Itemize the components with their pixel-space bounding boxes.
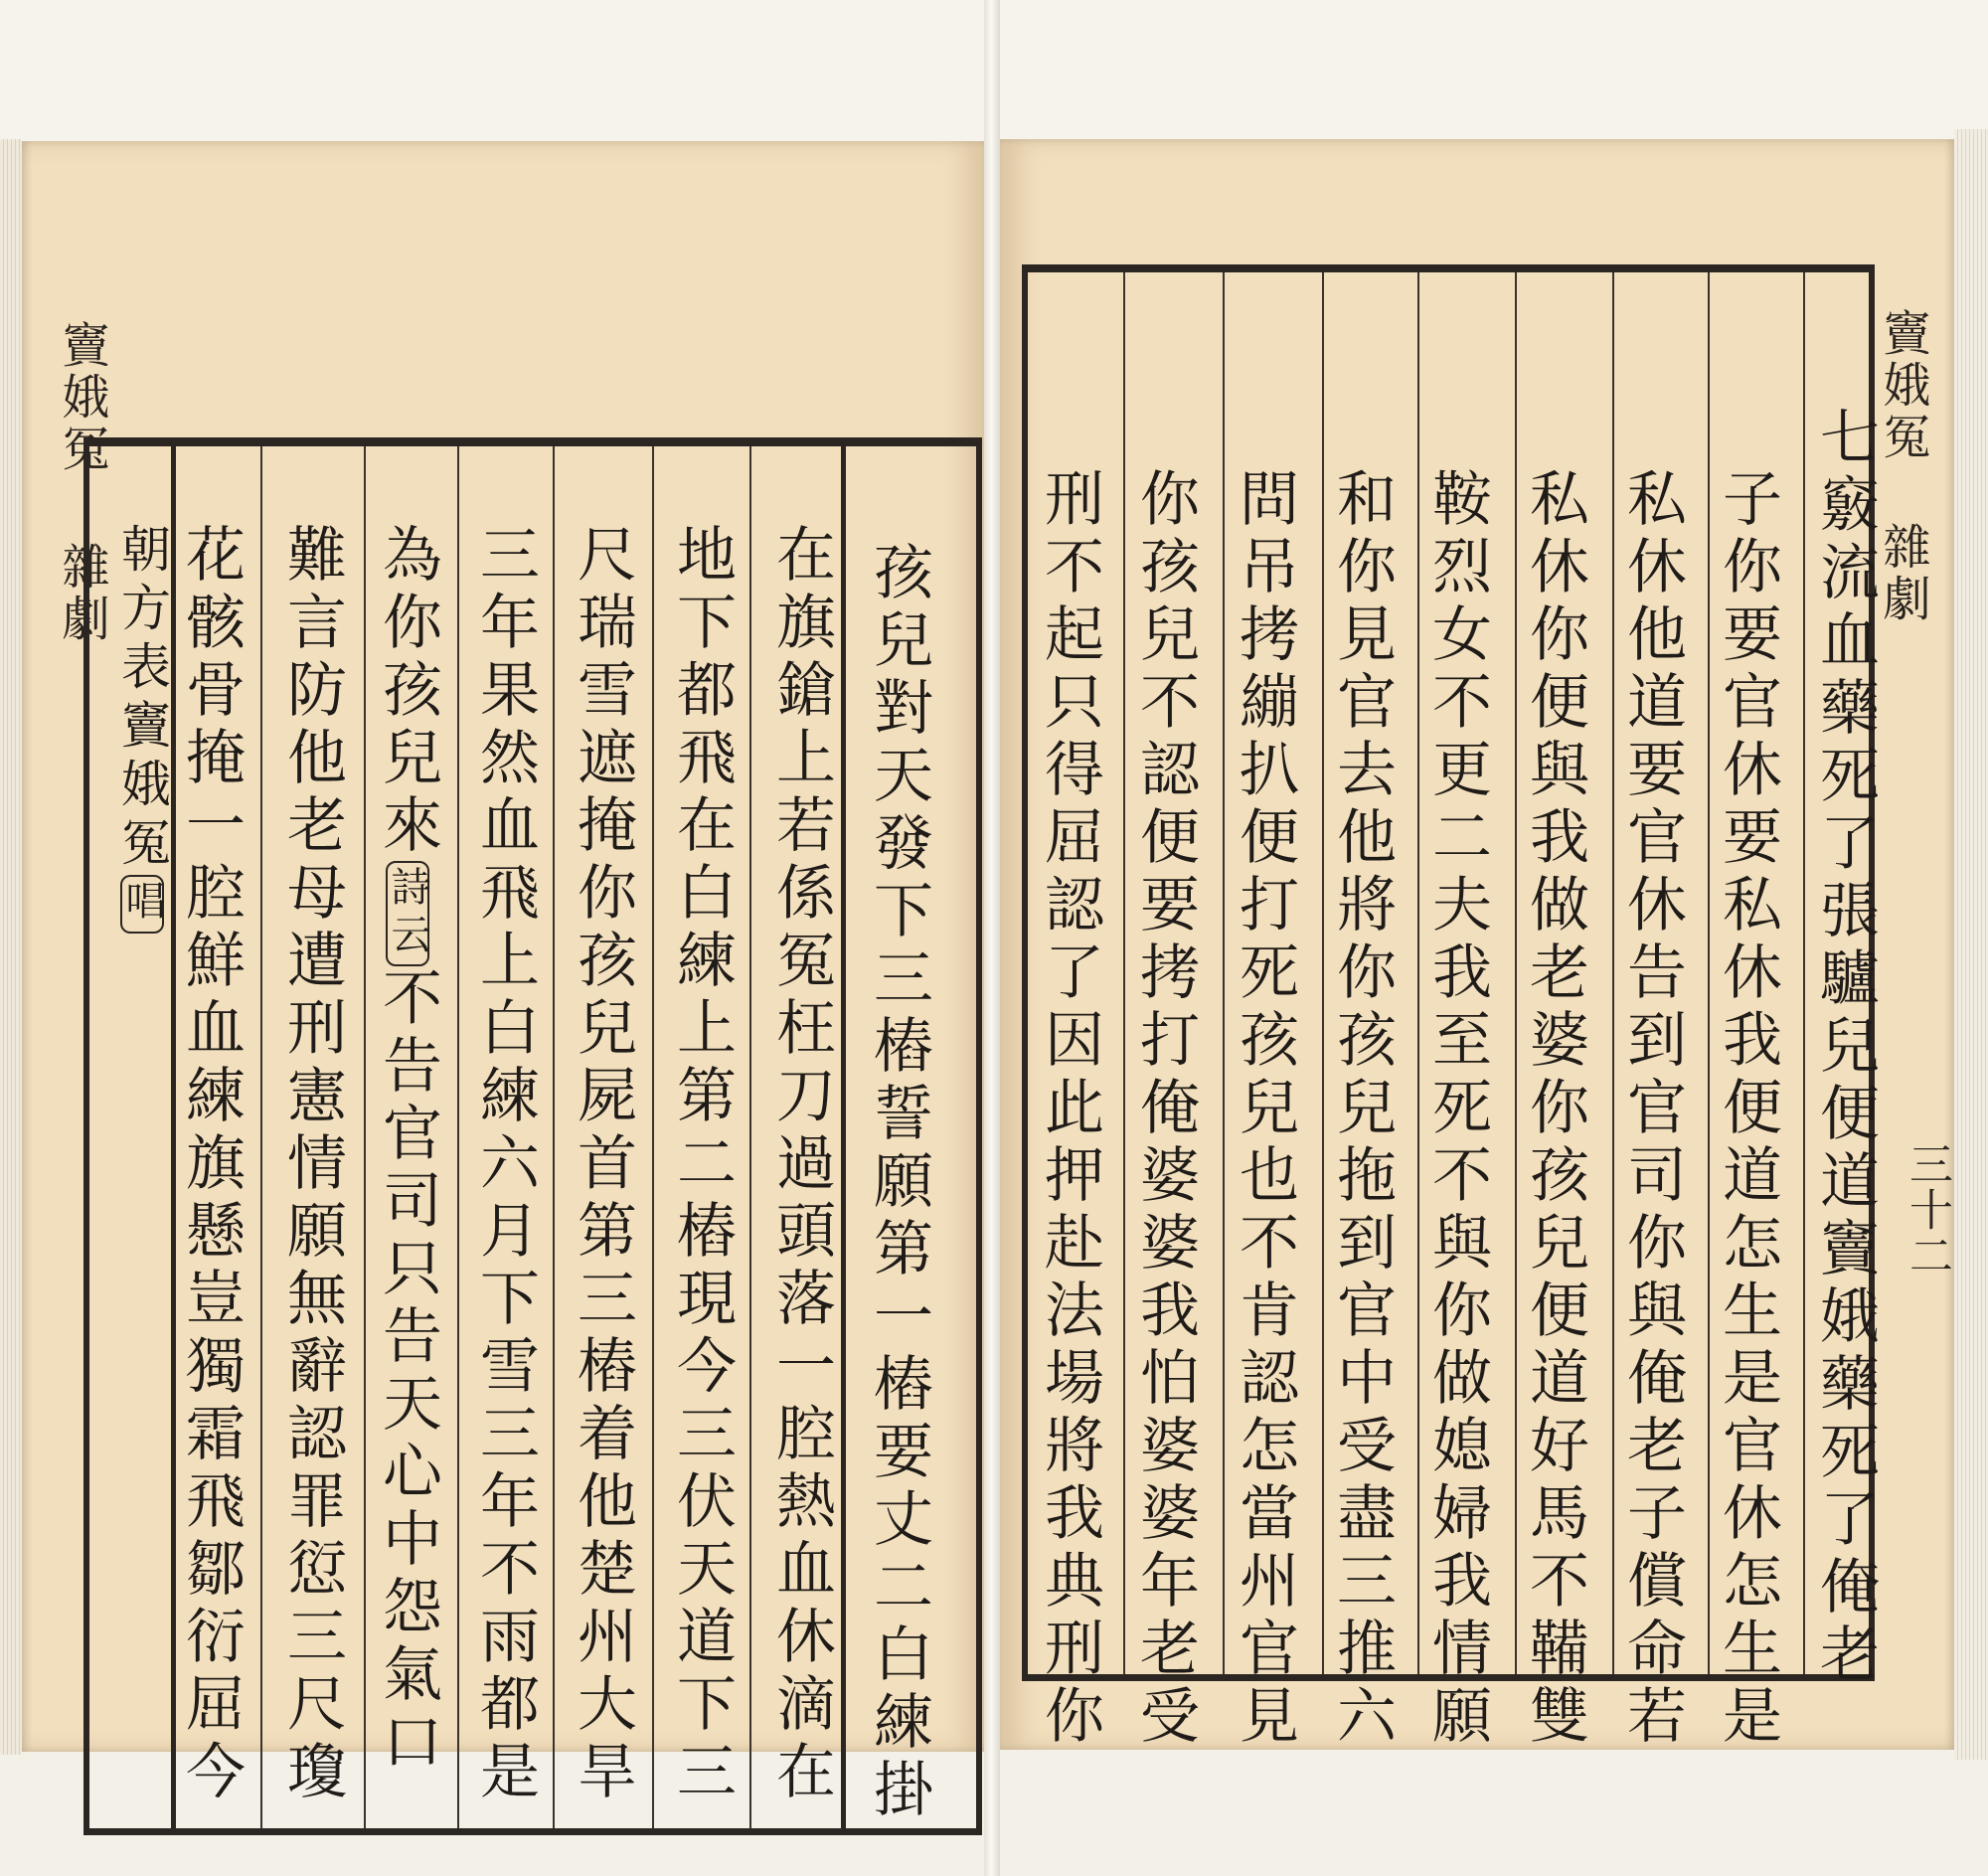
text-column-with-tag xyxy=(373,523,442,1778)
book-gutter xyxy=(984,0,1000,1876)
right-page xyxy=(1000,139,1954,1750)
text-column: 和你見官去他將你孩兒拖到官中受盡三推六 xyxy=(1327,467,1397,1752)
text-column: 地下都飛在白練上第二樁現今三伏天道下三 xyxy=(667,523,737,1807)
left-page xyxy=(22,141,984,1825)
text-column: 刑不起只得屈認了因此押赴法場將我典刑你 xyxy=(1035,467,1104,1752)
column-rule xyxy=(1417,272,1419,1674)
column-rule xyxy=(1708,272,1710,1674)
text-column: 在旗鎗上若係冤枉刀過頭落一腔熱血休滴在 xyxy=(766,523,836,1807)
text-segment: 不告官司只告天心中怨氣口 xyxy=(373,966,442,1778)
text-segment: 朝方表竇娥冤 xyxy=(113,523,171,875)
right-margin-label-text: 雜劇 xyxy=(1875,521,1930,625)
column-rule xyxy=(1322,272,1324,1674)
left-margin-label-text: 雜劇 xyxy=(54,541,109,645)
text-column: 尺瑞雪遮掩你孩兒屍首第三樁着他楚州大旱 xyxy=(568,523,637,1807)
text-segment: 為你孩兒來 xyxy=(373,523,442,861)
page-edges-right xyxy=(1954,129,1988,1760)
sing-tag: 唱 xyxy=(120,875,164,934)
column-rule xyxy=(1803,272,1805,1674)
left-margin-title-text: 竇娥冤 xyxy=(54,320,109,475)
text-column: 私休他道要官休告到官司你與俺老子償命若 xyxy=(1617,467,1687,1752)
right-margin-title xyxy=(1875,308,1930,625)
column-rule xyxy=(1223,272,1225,1674)
column-rule xyxy=(1515,272,1517,1674)
right-margin-title-text: 竇娥冤 xyxy=(1875,308,1930,463)
column-rule xyxy=(457,446,459,1828)
text-column: 難言防他老母遭刑憲情願無辭認罪愆三尺瓊 xyxy=(277,523,347,1807)
blank-leaf-right xyxy=(1000,0,1988,139)
text-column: 私休你便與我做老婆你孩兒便道好馬不鞴雙 xyxy=(1520,467,1589,1752)
text-column: 花骸骨掩一腔鮮血練旗懸豈獨霜飛鄒衍屈今 xyxy=(176,523,246,1807)
column-rule xyxy=(553,446,555,1828)
text-column: 你孩兒不認便要拷打俺婆婆我怕婆婆年老受 xyxy=(1130,467,1200,1752)
page-number: 三十二 xyxy=(1902,1141,1952,1279)
column-rule xyxy=(364,446,366,1828)
text-column: 問吊拷繃扒便打死孩兒也不肯認怎當州官見 xyxy=(1230,467,1299,1752)
column-rule xyxy=(749,446,751,1828)
page-edges-left xyxy=(0,139,22,1755)
text-column: 子你要官休要私休我便道怎生是官休怎生是 xyxy=(1713,467,1782,1752)
text-column: 鞍烈女不更二夫我至死不與你做媳婦我情願 xyxy=(1422,467,1492,1752)
column-rule xyxy=(652,446,654,1828)
poem-tag: 詩云 xyxy=(386,861,429,966)
column-rule xyxy=(1123,272,1125,1674)
column-rule xyxy=(1612,272,1614,1674)
text-column: 三年果然血飛上白練六月下雪三年不雨都是 xyxy=(470,523,540,1807)
blank-leaf-left xyxy=(0,0,984,141)
inner-heavy-rule xyxy=(841,446,846,1828)
text-column: 七竅流血藥死了張驢兒便道竇娥藥死了俺老 xyxy=(1810,406,1880,1690)
text-column: 孩兒對天發下三樁誓願第一樁要丈二白練掛 xyxy=(864,541,933,1825)
column-rule xyxy=(260,446,262,1828)
text-column-with-tag xyxy=(113,523,171,934)
